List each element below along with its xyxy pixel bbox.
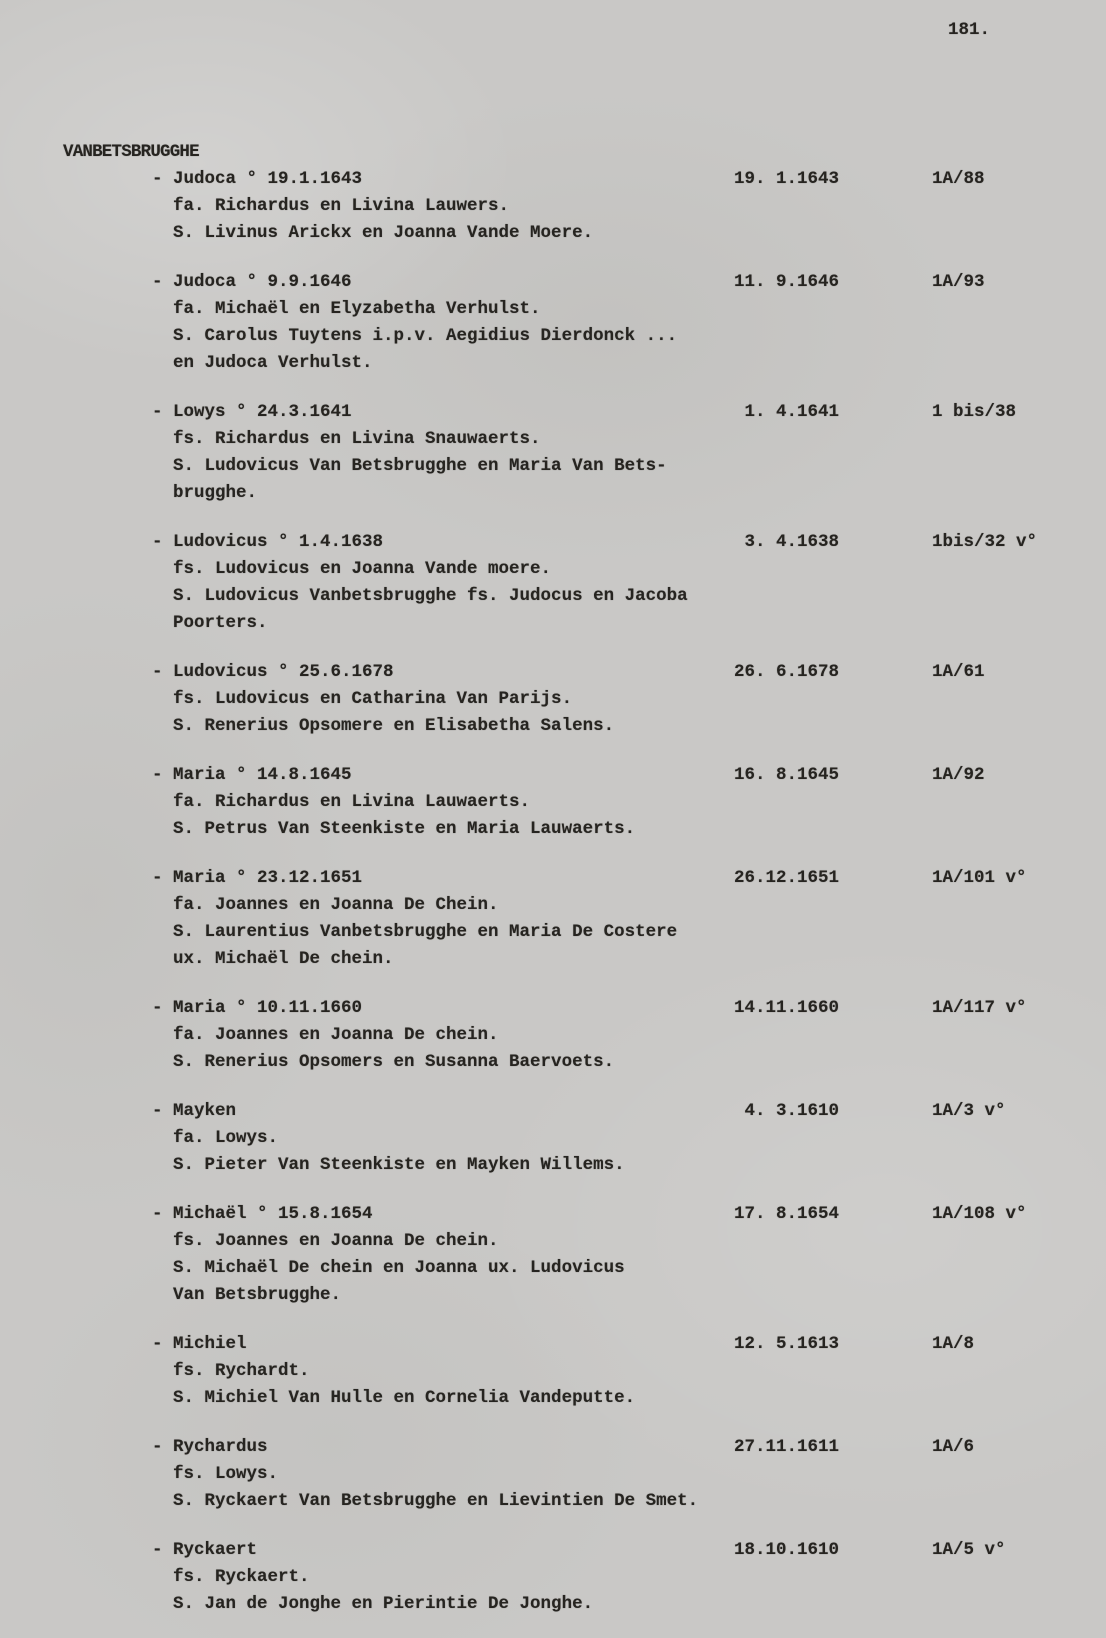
entry-name-line: Judoca ° 19.1.1643 [173,169,363,189]
entry-reference: 1A/117 v° [932,998,1027,1018]
detail-line: S. Carolus Tuytens i.p.v. Aegidius Dierdonck ... [173,326,678,346]
entry-name-line: Michaël ° 15.8.1654 [173,1204,373,1224]
entry-head [152,529,1083,556]
entry-details [173,686,1083,740]
entry-register-date: 19. 1.1643 [734,169,840,189]
entry-register-date: 26.12.1651 [734,868,840,888]
register-entry [152,399,1083,507]
entry-head [152,865,1083,892]
entry-reference: 1A/92 [932,765,985,785]
entry-details [173,1228,1083,1309]
detail-line: S. Petrus Van Steenkiste en Maria Lauwaerts. [173,819,636,839]
detail-line: fs. Joannes en Joanna De chein. [173,1231,499,1251]
entry-register-date: 16. 8.1645 [734,765,840,785]
entry-register-date: 1. 4.1641 [734,402,840,422]
register-entry [152,1098,1083,1179]
detail-line: fa. Joannes en Joanna De Chein. [173,895,499,915]
detail-line: S. Ryckaert Van Betsbrugghe en Lievintien De Smet. [173,1491,699,1511]
entry-head [152,1434,1083,1461]
detail-line: fs. Lowys. [173,1464,279,1484]
detail-line: brugghe. [173,483,258,503]
entry-name-line: Ludovicus ° 1.4.1638 [173,532,384,552]
entry-details [173,789,1083,843]
entry-details [173,1022,1083,1076]
entry-name-line: Judoca ° 9.9.1646 [173,272,352,292]
entry-head [152,762,1083,789]
entry-head [152,1098,1083,1125]
register-entry [152,1331,1083,1412]
detail-line: fs. Ludovicus en Joanna Vande moere. [173,559,552,579]
detail-line: S. Renerius Opsomers en Susanna Baervoets. [173,1052,615,1072]
detail-line: fa. Joannes en Joanna De chein. [173,1025,499,1045]
detail-line: S. Michiel Van Hulle en Cornelia Vandeputte. [173,1388,636,1408]
register-entry [152,762,1083,843]
detail-line: fs. Ludovicus en Catharina Van Parijs. [173,689,573,709]
detail-line: Van Betsbrugghe. [173,1285,342,1305]
entry-reference: 1A/88 [932,169,985,189]
entry-register-date: 14.11.1660 [734,998,840,1018]
entry-register-date: 17. 8.1654 [734,1204,840,1224]
register-entry [152,1537,1083,1618]
entry-details [173,1564,1083,1618]
detail-line: S. Jan de Jonghe en Pierintie De Jonghe. [173,1594,594,1614]
entry-reference: 1A/61 [932,662,985,682]
detail-line: en Judoca Verhulst. [173,353,373,373]
detail-line: fs. Richardus en Livina Snauwaerts. [173,429,541,449]
entry-dash: - [152,765,163,785]
entry-details [173,1461,1083,1515]
entry-dash: - [152,272,163,292]
entry-name-line: Rychardus [173,1437,268,1457]
entry-reference: 1 bis/38 [932,402,1017,422]
page-number: 181. [948,20,991,40]
entry-head [152,1331,1083,1358]
detail-line: fs. Ryckaert. [173,1567,310,1587]
entry-name-line: Lowys ° 24.3.1641 [173,402,352,422]
entry-name-line: Mayken [173,1101,237,1121]
entry-register-date: 4. 3.1610 [734,1101,840,1121]
register-entry [152,1201,1083,1309]
register-entry [152,659,1083,740]
entry-details [173,892,1083,973]
entry-name-line: Maria ° 23.12.1651 [173,868,363,888]
entry-dash: - [152,868,163,888]
entry-dash: - [152,402,163,422]
entry-register-date: 27.11.1611 [734,1437,840,1457]
entry-dash: - [152,998,163,1018]
entry-name-line: Michiel [173,1334,247,1354]
detail-line: fa. Richardus en Livina Lauwaerts. [173,792,531,812]
detail-line: S. Ludovicus Van Betsbrugghe en Maria Van Bets- [173,456,667,476]
entry-dash: - [152,1540,163,1560]
register-content [63,139,1083,1638]
entry-dash: - [152,1101,163,1121]
surname-heading: VANBETSBRUGGHE [63,142,199,162]
detail-line: ux. Michaël De chein. [173,949,394,969]
entry-register-date: 18.10.1610 [734,1540,840,1560]
register-entry [152,1434,1083,1515]
entry-reference: 1A/93 [932,272,985,292]
entry-dash: - [152,169,163,189]
entry-reference: 1bis/32 v° [932,532,1038,552]
register-entry [152,166,1083,247]
entry-list [63,166,1083,1618]
entry-head [152,1537,1083,1564]
entry-name-line: Ryckaert [173,1540,258,1560]
entry-reference: 1A/108 v° [932,1204,1027,1224]
entry-register-date: 3. 4.1638 [734,532,840,552]
entry-dash: - [152,1437,163,1457]
entry-name-line: Maria ° 10.11.1660 [173,998,363,1018]
entry-head [152,399,1083,426]
entry-details [173,193,1083,247]
entry-reference: 1A/6 [932,1437,975,1457]
detail-line: S. Michaël De chein en Joanna ux. Ludovicus [173,1258,625,1278]
entry-head [152,659,1083,686]
entry-reference: 1A/3 v° [932,1101,1006,1121]
entry-details [173,556,1083,637]
entry-register-date: 26. 6.1678 [734,662,840,682]
entry-register-date: 12. 5.1613 [734,1334,840,1354]
entry-details [173,296,1083,377]
entry-name-line: Ludovicus ° 25.6.1678 [173,662,394,682]
entry-dash: - [152,1204,163,1224]
entry-dash: - [152,1334,163,1354]
register-entry [152,865,1083,973]
register-entry [152,995,1083,1076]
entry-reference: 1A/8 [932,1334,975,1354]
entry-dash: - [152,662,163,682]
entry-reference: 1A/101 v° [932,868,1027,888]
entry-details [173,426,1083,507]
detail-line: S. Laurentius Vanbetsbrugghe en Maria De Costere [173,922,678,942]
detail-line: fa. Richardus en Livina Lauwers. [173,196,510,216]
register-entry [152,269,1083,377]
entry-head [152,269,1083,296]
register-entry [152,529,1083,637]
entry-register-date: 11. 9.1646 [734,272,840,292]
detail-line: S. Livinus Arickx en Joanna Vande Moere. [173,223,594,243]
entry-reference: 1A/5 v° [932,1540,1006,1560]
entry-name-line: Maria ° 14.8.1645 [173,765,352,785]
detail-line: fa. Lowys. [173,1128,279,1148]
detail-line: fa. Michaël en Elyzabetha Verhulst. [173,299,541,319]
entry-dash: - [152,532,163,552]
detail-line: S. Renerius Opsomere en Elisabetha Salens. [173,716,615,736]
detail-line: S. Pieter Van Steenkiste en Mayken Willems. [173,1155,625,1175]
entry-head [152,1201,1083,1228]
detail-line: S. Ludovicus Vanbetsbrugghe fs. Judocus en Jacoba [173,586,688,606]
entry-details [173,1125,1083,1179]
detail-line: fs. Rychardt. [173,1361,310,1381]
detail-line: Poorters. [173,613,268,633]
entry-head [152,995,1083,1022]
entry-head [152,166,1083,193]
entry-details [173,1358,1083,1412]
